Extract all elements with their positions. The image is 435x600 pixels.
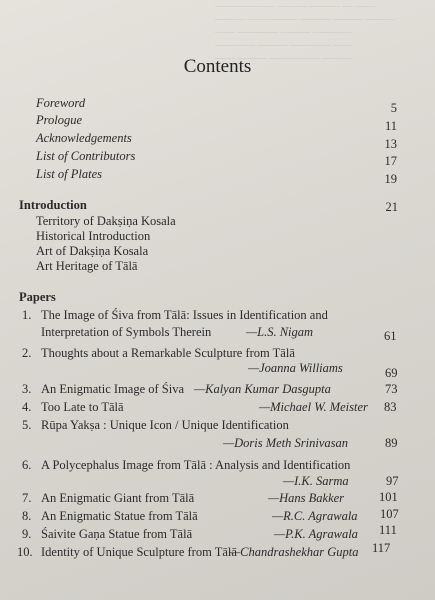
paper-author: —L.S. Nigam [246,325,314,339]
paper-title: Identity of Unique Sculpture from Tālā [41,545,237,559]
paper-author: —Hans Bakker [268,491,345,505]
paper-author: —Doris Meth Srinivasan [223,436,348,450]
paper-page: 89 [385,436,398,450]
introduction-item: Art of Dakṣiṇa Kosala [36,244,149,258]
introduction-item: Territory of Dakṣiṇa Kosala [36,214,176,228]
toc-acknowledgements-page: 13 [384,137,397,151]
toc-plates-label: List of Plates [36,167,102,181]
paper-page: 97 [386,474,399,488]
paper-title-continued: Interpretation of Symbols Therein [41,325,212,339]
paper-number: 9. [22,527,32,541]
paper-page: 83 [384,400,397,414]
paper-number: 7. [22,491,32,505]
paper-title: Rūpa Yakṣa : Unique Icon / Unique Identification [41,418,289,432]
paper-page: 69 [385,366,398,380]
paper-page: 61 [384,329,397,343]
paper-title: Thoughts about a Remarkable Sculpture from Tālā [41,346,295,360]
paper-title: An Enigmatic Statue from Tālā [41,509,198,523]
paper-page: 107 [380,507,399,521]
paper-number: 1. [22,308,32,322]
paper-number: 5. [22,418,32,432]
introduction-item: Art Heritage of Tālā [36,259,138,273]
paper-author: —Joanna Williams [248,361,343,375]
paper-title: Too Late to Tālā [41,400,124,414]
toc-foreword-label: Foreword [36,96,86,110]
paper-number: 10. [17,545,33,559]
introduction-item: Historical Introduction [36,229,151,243]
toc-plates-page: 19 [384,172,397,186]
paper-page: 117 [372,541,391,555]
paper-title: The Image of Śiva from Tālā: Issues in Identification and [41,308,328,322]
paper-author: —Chandrashekhar Gupta [229,545,359,559]
paper-title: An Enigmatic Giant from Tālā [41,491,195,505]
toc-acknowledgements-label: Acknowledgements [36,131,132,145]
paper-author: —I.K. Sarma [283,474,349,488]
toc-contributors-label: List of Contributors [36,149,136,163]
paper-number: 3. [22,382,32,396]
paper-author: —Kalyan Kumar Dasgupta [194,382,331,396]
toc-prologue-page: 11 [384,119,397,133]
toc-contributors-page: 17 [384,154,397,168]
papers-heading: Papers [19,290,56,304]
paper-number: 6. [22,458,32,472]
paper-author: —Michael W. Meister [259,400,368,414]
paper-number: 2. [22,346,32,360]
paper-number: 4. [22,400,32,414]
paper-title: Śaivite Gaṇa Statue from Tālā [41,527,193,541]
toc-prologue-label: Prologue [36,113,83,127]
introduction-page: 21 [385,200,398,214]
paper-page: 111 [379,523,397,537]
paper-number: 8. [22,509,32,523]
introduction-heading: Introduction [19,198,87,212]
bleed-through-text: —————— ——— ——— — —— ——— ————— ——— ——— ——— —— ———— ——— ———— ———— ——— ———— —— —— ——— ————— ——— [215,1,395,64]
toc-foreword-page: 5 [390,101,397,115]
paper-title: A Polycephalus Image from Tālā : Analysis and Identification [41,458,351,472]
paper-page: 101 [379,490,398,504]
paper-author: —P.K. Agrawala [274,527,358,541]
page-title: Contents [183,56,252,77]
paper-author: —R.C. Agrawala [272,509,358,523]
paper-page: 73 [385,382,398,396]
paper-title: An Enigmatic Image of Śiva [41,382,185,396]
